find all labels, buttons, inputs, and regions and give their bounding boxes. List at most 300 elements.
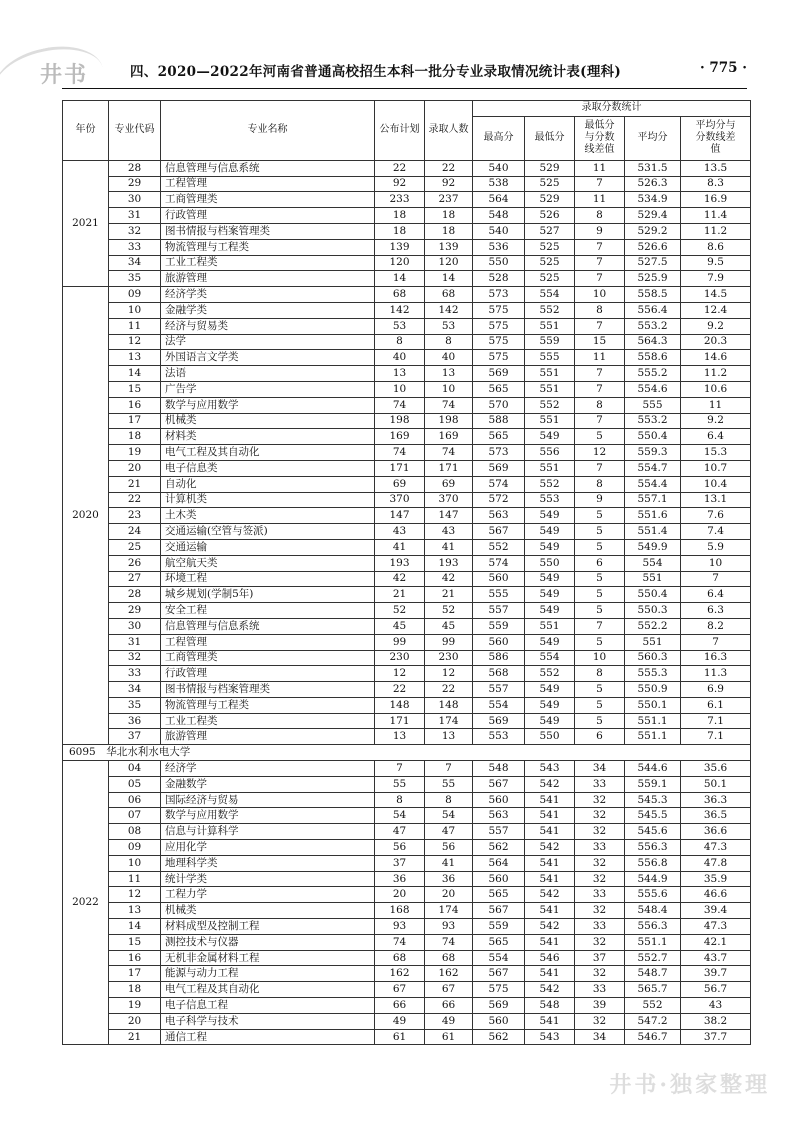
cell-avg: 557.1 [625,492,681,508]
cell-name: 工业工程类 [161,713,375,729]
cell-avg: 555.3 [625,666,681,682]
cell-admitted: 18 [425,208,473,224]
cell-name: 自动化 [161,476,375,492]
cell-min-diff: 7 [575,239,625,255]
cell-avg: 550.3 [625,603,681,619]
cell-avg-diff: 6.4 [681,429,751,445]
table-row [63,350,751,366]
cell-name: 电子科学与技术 [161,1013,375,1029]
cell-min-diff: 33 [575,840,625,856]
cell-plan: 21 [375,587,425,603]
table-row [63,761,751,777]
cell-admitted: 45 [425,618,473,634]
cell-code: 21 [109,476,161,492]
cell-min: 541 [525,824,575,840]
cell-max: 540 [473,160,525,176]
cell-avg-diff: 7.1 [681,729,751,745]
cell-max: 553 [473,729,525,745]
cell-min-diff: 5 [575,429,625,445]
cell-name: 信息管理与信息系统 [161,160,375,176]
cell-avg-diff: 6.4 [681,587,751,603]
cell-code: 11 [109,871,161,887]
col-min-diff: 最低分与分数线差值 [575,116,625,160]
cell-avg: 550.9 [625,682,681,698]
cell-plan: 99 [375,634,425,650]
cell-min-diff: 5 [575,587,625,603]
cell-plan: 68 [375,950,425,966]
table-row [63,603,751,619]
cell-min: 549 [525,634,575,650]
cell-plan: 142 [375,302,425,318]
cell-plan: 74 [375,934,425,950]
cell-min-diff: 37 [575,950,625,966]
cell-avg-diff: 56.7 [681,982,751,998]
cell-plan: 168 [375,903,425,919]
cell-min-diff: 32 [575,824,625,840]
cell-max: 557 [473,824,525,840]
cell-plan: 67 [375,982,425,998]
cell-name: 工程力学 [161,887,375,903]
cell-avg: 550.1 [625,697,681,713]
table-row [63,492,751,508]
cell-max: 572 [473,492,525,508]
cell-max: 588 [473,413,525,429]
cell-name: 工商管理类 [161,192,375,208]
cell-code: 33 [109,239,161,255]
cell-plan: 37 [375,855,425,871]
cell-admitted: 139 [425,239,473,255]
cell-admitted: 230 [425,650,473,666]
cell-avg: 551.6 [625,508,681,524]
cell-avg-diff: 14.5 [681,287,751,303]
cell-plan: 40 [375,350,425,366]
cell-min: 549 [525,524,575,540]
cell-code: 29 [109,603,161,619]
cell-code: 23 [109,508,161,524]
cell-min: 553 [525,492,575,508]
cell-name: 法语 [161,366,375,382]
cell-plan: 12 [375,666,425,682]
cell-avg-diff: 42.1 [681,934,751,950]
cell-max: 569 [473,998,525,1014]
cell-avg-diff: 39.4 [681,903,751,919]
cell-min: 549 [525,508,575,524]
cell-name: 信息管理与信息系统 [161,618,375,634]
cell-admitted: 41 [425,855,473,871]
cell-avg: 559.1 [625,776,681,792]
cell-min-diff: 7 [575,366,625,382]
cell-min: 549 [525,603,575,619]
cell-admitted: 36 [425,871,473,887]
cell-admitted: 55 [425,776,473,792]
col-name: 专业名称 [161,101,375,161]
cell-max: 565 [473,934,525,950]
cell-admitted: 66 [425,998,473,1014]
cell-avg-diff: 14.6 [681,350,751,366]
cell-code: 18 [109,429,161,445]
cell-plan: 13 [375,366,425,382]
cell-avg: 529.4 [625,208,681,224]
cell-avg: 546.7 [625,1029,681,1045]
table-row [63,318,751,334]
cell-min: 529 [525,160,575,176]
cell-max: 574 [473,476,525,492]
table-row [63,255,751,271]
cell-avg: 534.9 [625,192,681,208]
watermark-text: 井书·独家整理 [609,1072,770,1098]
cell-code: 33 [109,666,161,682]
cell-max: 569 [473,366,525,382]
cell-plan: 22 [375,682,425,698]
cell-name: 旅游管理 [161,271,375,287]
cell-min-diff: 5 [575,634,625,650]
cell-name: 法学 [161,334,375,350]
table-row [63,840,751,856]
cell-avg: 552.7 [625,950,681,966]
cell-admitted: 13 [425,729,473,745]
cell-min-diff: 10 [575,650,625,666]
cell-min-diff: 7 [575,413,625,429]
cell-admitted: 99 [425,634,473,650]
cell-max: 552 [473,539,525,555]
cell-avg: 559.3 [625,445,681,461]
cell-min: 554 [525,650,575,666]
cell-avg: 550.4 [625,587,681,603]
cell-min-diff: 33 [575,982,625,998]
cell-code: 28 [109,587,161,603]
cell-max: 555 [473,587,525,603]
cell-min-diff: 5 [575,682,625,698]
cell-code: 19 [109,998,161,1014]
cell-avg: 529.2 [625,223,681,239]
cell-max: 560 [473,571,525,587]
year-cell: 2022 [63,761,109,1045]
cell-min-diff: 32 [575,903,625,919]
cell-name: 行政管理 [161,208,375,224]
cell-max: 586 [473,650,525,666]
cell-name: 电气工程及其自动化 [161,982,375,998]
cell-min-diff: 5 [575,539,625,555]
cell-plan: 171 [375,460,425,476]
cell-min: 549 [525,587,575,603]
cell-max: 573 [473,445,525,461]
header-rule [62,88,747,89]
cell-admitted: 237 [425,192,473,208]
table-row [63,634,751,650]
cell-max: 565 [473,429,525,445]
cell-name: 航空航天类 [161,555,375,571]
cell-admitted: 8 [425,334,473,350]
cell-max: 575 [473,302,525,318]
cell-admitted: 49 [425,1013,473,1029]
cell-plan: 66 [375,998,425,1014]
cell-min-diff: 5 [575,571,625,587]
cell-min-diff: 32 [575,792,625,808]
cell-min: 541 [525,808,575,824]
col-year: 年份 [63,101,109,161]
cell-avg-diff: 38.2 [681,1013,751,1029]
cell-name: 测控技术与仪器 [161,934,375,950]
cell-admitted: 198 [425,413,473,429]
table-row [63,223,751,239]
cell-min: 525 [525,176,575,192]
cell-code: 37 [109,729,161,745]
cell-avg-diff: 7 [681,634,751,650]
cell-max: 548 [473,208,525,224]
cell-avg-diff: 36.5 [681,808,751,824]
cell-min-diff: 5 [575,524,625,540]
cell-name: 能源与动力工程 [161,966,375,982]
table-row [63,903,751,919]
school-row [63,745,751,761]
cell-avg: 553.2 [625,413,681,429]
cell-name: 国际经济与贸易 [161,792,375,808]
cell-code: 30 [109,618,161,634]
cell-min: 549 [525,697,575,713]
cell-plan: 120 [375,255,425,271]
cell-min-diff: 32 [575,934,625,950]
cell-admitted: 18 [425,223,473,239]
cell-plan: 370 [375,492,425,508]
cell-code: 11 [109,318,161,334]
cell-avg: 554.6 [625,381,681,397]
cell-name: 工程管理 [161,634,375,650]
cell-admitted: 171 [425,460,473,476]
table-row [63,682,751,698]
cell-admitted: 20 [425,887,473,903]
cell-code: 05 [109,776,161,792]
cell-min-diff: 15 [575,334,625,350]
cell-plan: 139 [375,239,425,255]
col-avg-diff: 平均分与分数线差值 [681,116,751,160]
cell-admitted: 69 [425,476,473,492]
cell-code: 35 [109,697,161,713]
cell-avg-diff: 10.7 [681,460,751,476]
cell-name: 金融学类 [161,302,375,318]
cell-code: 28 [109,160,161,176]
table-row [63,792,751,808]
cell-min-diff: 32 [575,808,625,824]
cell-min-diff: 8 [575,397,625,413]
publisher-logo: 井书 [40,62,89,87]
cell-avg: 555.2 [625,366,681,382]
cell-name: 机械类 [161,413,375,429]
cell-avg: 554.7 [625,460,681,476]
cell-admitted: 13 [425,366,473,382]
cell-plan: 55 [375,776,425,792]
cell-code: 27 [109,571,161,587]
cell-admitted: 61 [425,1029,473,1045]
cell-code: 14 [109,366,161,382]
cell-min-diff: 33 [575,887,625,903]
cell-name: 旅游管理 [161,729,375,745]
table-row [63,429,751,445]
cell-avg-diff: 6.9 [681,682,751,698]
cell-admitted: 41 [425,539,473,555]
cell-min: 541 [525,1013,575,1029]
cell-min: 527 [525,223,575,239]
cell-avg: 550.4 [625,429,681,445]
cell-plan: 93 [375,919,425,935]
cell-code: 21 [109,1029,161,1045]
table-row [63,476,751,492]
cell-admitted: 174 [425,903,473,919]
cell-name: 外国语言文学类 [161,350,375,366]
cell-code: 16 [109,950,161,966]
table-row [63,176,751,192]
cell-avg-diff: 5.9 [681,539,751,555]
table-row [63,824,751,840]
cell-avg-diff: 9.2 [681,318,751,334]
cell-avg: 555.6 [625,887,681,903]
cell-max: 575 [473,982,525,998]
cell-max: 562 [473,840,525,856]
table-row [63,919,751,935]
cell-max: 563 [473,508,525,524]
cell-code: 17 [109,413,161,429]
cell-min-diff: 7 [575,618,625,634]
cell-plan: 18 [375,208,425,224]
cell-plan: 69 [375,476,425,492]
cell-name: 经济与贸易类 [161,318,375,334]
cell-avg-diff: 11.4 [681,208,751,224]
cell-avg: 548.4 [625,903,681,919]
cell-admitted: 74 [425,397,473,413]
cell-avg-diff: 11.2 [681,223,751,239]
cell-code: 25 [109,539,161,555]
cell-avg: 558.6 [625,350,681,366]
cell-admitted: 52 [425,603,473,619]
cell-name: 城乡规划(学制5年) [161,587,375,603]
cell-min: 559 [525,334,575,350]
cell-code: 15 [109,381,161,397]
table-row [63,887,751,903]
cell-min: 552 [525,666,575,682]
cell-min-diff: 10 [575,287,625,303]
cell-avg: 547.2 [625,1013,681,1029]
cell-avg: 556.3 [625,919,681,935]
cell-min-diff: 7 [575,318,625,334]
table-row [63,966,751,982]
cell-avg: 556.4 [625,302,681,318]
cell-avg-diff: 37.7 [681,1029,751,1045]
cell-min: 541 [525,934,575,950]
cell-max: 573 [473,287,525,303]
cell-name: 土木类 [161,508,375,524]
cell-avg: 554.4 [625,476,681,492]
cell-max: 559 [473,618,525,634]
cell-code: 16 [109,397,161,413]
cell-max: 568 [473,666,525,682]
year-cell: 2021 [63,160,109,286]
cell-code: 29 [109,176,161,192]
cell-avg-diff: 15.3 [681,445,751,461]
cell-min: 546 [525,950,575,966]
cell-avg: 526.3 [625,176,681,192]
cell-admitted: 56 [425,840,473,856]
table-row [63,208,751,224]
cell-code: 15 [109,934,161,950]
cell-admitted: 174 [425,713,473,729]
cell-min-diff: 6 [575,729,625,745]
table-row [63,508,751,524]
cell-max: 557 [473,603,525,619]
col-score-group: 录取分数统计 [473,101,751,117]
cell-code: 32 [109,223,161,239]
cell-avg-diff: 43 [681,998,751,1014]
table-row [63,366,751,382]
cell-code: 09 [109,287,161,303]
cell-avg: 565.7 [625,982,681,998]
cell-min: 541 [525,903,575,919]
cell-avg: 554 [625,555,681,571]
cell-avg-diff: 9.2 [681,413,751,429]
cell-min: 552 [525,397,575,413]
cell-max: 567 [473,966,525,982]
col-max: 最高分 [473,116,525,160]
cell-avg: 545.5 [625,808,681,824]
cell-avg-diff: 16.3 [681,650,751,666]
cell-avg-diff: 8.3 [681,176,751,192]
table-row [63,697,751,713]
cell-admitted: 162 [425,966,473,982]
cell-admitted: 53 [425,318,473,334]
cell-code: 31 [109,634,161,650]
cell-max: 567 [473,524,525,540]
cell-min-diff: 8 [575,302,625,318]
cell-code: 19 [109,445,161,461]
cell-code: 34 [109,682,161,698]
cell-code: 12 [109,887,161,903]
cell-name: 数学与应用数学 [161,808,375,824]
cell-admitted: 68 [425,950,473,966]
cell-max: 567 [473,776,525,792]
cell-avg-diff: 11 [681,397,751,413]
cell-min: 542 [525,919,575,935]
table-row [63,855,751,871]
table-row [63,998,751,1014]
admission-stats-table [62,100,751,1045]
cell-admitted: 54 [425,808,473,824]
cell-admitted: 370 [425,492,473,508]
cell-min: 543 [525,761,575,777]
cell-avg: 545.3 [625,792,681,808]
cell-avg-diff: 13.1 [681,492,751,508]
cell-code: 04 [109,761,161,777]
cell-name: 经济学 [161,761,375,777]
cell-max: 574 [473,555,525,571]
cell-name: 无机非金属材料工程 [161,950,375,966]
cell-avg-diff: 35.6 [681,761,751,777]
cell-min-diff: 32 [575,966,625,982]
table-row [63,445,751,461]
cell-min-diff: 7 [575,381,625,397]
cell-min-diff: 32 [575,1013,625,1029]
cell-plan: 49 [375,1013,425,1029]
cell-code: 31 [109,208,161,224]
cell-avg: 531.5 [625,160,681,176]
cell-admitted: 43 [425,524,473,540]
cell-min: 526 [525,208,575,224]
cell-avg-diff: 39.7 [681,966,751,982]
cell-avg-diff: 7 [681,571,751,587]
cell-avg: 551.1 [625,934,681,950]
cell-avg: 551.1 [625,713,681,729]
table-row [63,381,751,397]
cell-code: 10 [109,302,161,318]
cell-avg: 555 [625,397,681,413]
cell-max: 560 [473,1013,525,1029]
